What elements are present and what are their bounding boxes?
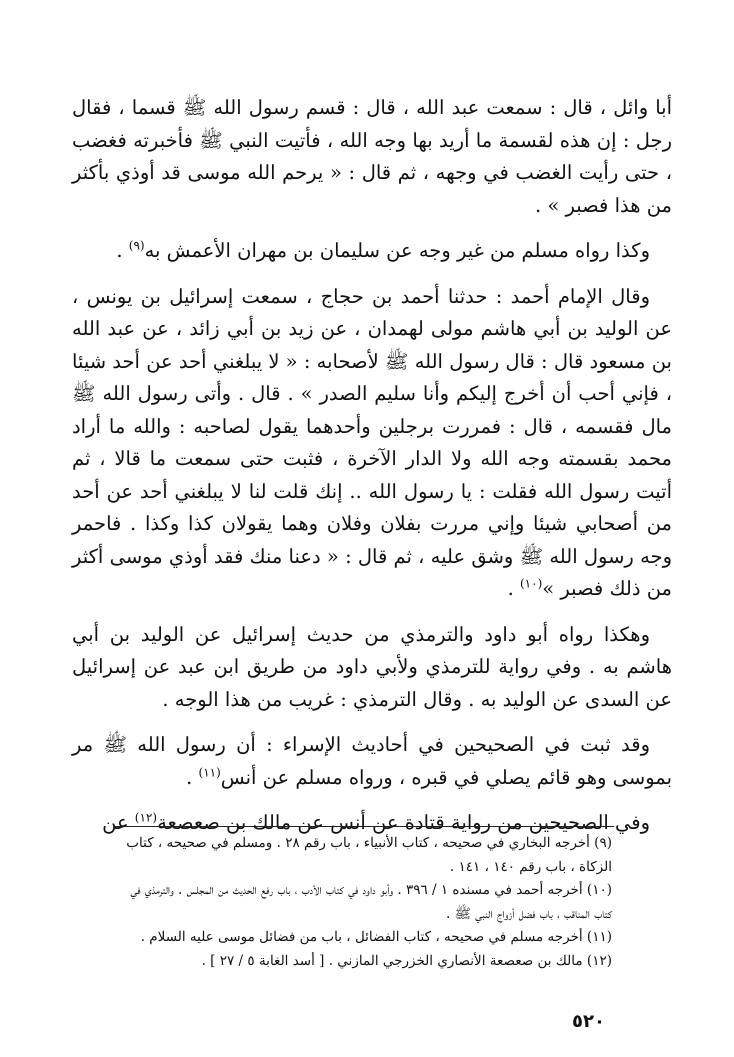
paragraph-ending: عن: [102, 811, 135, 834]
footnote-reference[interactable]: (٩): [128, 238, 145, 253]
footnote: (١٠) أخرجه أحمد في مسنده ١ / ٣٩٦ . وأبو داود في كتاب الأدب ، باب رفع الحديث من المجلس . والترمذي في كتاب المناقب ، باب فضل أزواج النبي ﷺ .: [130, 882, 612, 922]
footnote-divider: [114, 826, 614, 827]
footnote-reference[interactable]: (١١): [198, 765, 221, 779]
paragraph: [72, 281, 672, 606]
paragraph: [72, 92, 672, 222]
footnote-reference[interactable]: (١٠): [519, 576, 543, 591]
paragraph-text: وفي الصحيحين من رواية قتادة عن أنس عن مالك بن صعصعة: [157, 811, 650, 834]
footnote: (١٢) مالك بن صعصعة الأنصاري الخزرجي المازني . [ أسد الغابة ٥ / ٢٧ ] .: [201, 952, 612, 969]
paragraph: [72, 619, 672, 717]
paragraph-ending: .: [186, 765, 199, 789]
footnote: (٩) أخرجه البخاري في صحيحه ، كتاب الأنبياء ، باب رقم ٢٨ . ومسلم في صحيحه ، كتاب الزكاة ، باب رقم ١٤٠ ، ١٤١ .: [126, 835, 612, 875]
paragraph: [72, 729, 672, 794]
footnotes: [110, 832, 612, 973]
footnote-reference[interactable]: (١٢): [134, 810, 158, 825]
paragraph: [72, 235, 672, 268]
paragraph-ending: .: [116, 239, 129, 262]
footnote: (١١) أخرجه مسلم في صحيحه ، كتاب الفضائل ، باب من فضائل موسى عليه السلام .: [140, 929, 612, 945]
main-text: [72, 92, 672, 853]
paragraph-text: وكذا رواه مسلم من غير وجه عن سليمان بن مهران الأعمش به: [144, 239, 650, 262]
paragraph-text: وقال الإمام أحمد : حدثنا أحمد بن حجاج ، سمعت إسرائيل بن يونس ، عن الوليد بن أبي هاشم مولى لهمدان ، عن زيد بن أبي زائد ، عن عبد الله بن مسعود قال : قال رسول الله ﷺ لأصحابه : « لا يبلغني أحد عن أحد شيئا ، فإني أحب أن أخرج إليكم وأنا سليم الصدر » . قال . وأتى رسول الله ﷺ مال فقسمه ، قال : فمررت برجلين وأحدهما يقول لصاحبه : والله ما أراد محمد بقسمته وجه الله ولا الدار الآخرة ، فثبت حتى سمعت ما قالا ، ثم أتيت رسول الله فقلت : يا رسول الله .. إنك قلت لنا لا يبلغني أحد عن أحد من أصحابي شيئا وإني مررت بفلان وفلان وهما يقولان كذا وكذا . فاحمر وجه رسول الله ﷺ وشق عليه ، ثم قال : « دعنا منك فقد أوذي موسى أكثر من ذلك فصبر »: [72, 284, 672, 600]
paragraph-ending: .: [507, 577, 520, 600]
page-number: ٥٢٠: [572, 1011, 605, 1032]
paragraph-text: أبا وائل ، قال : سمعت عبد الله ، قال : قسم رسول الله ﷺ قسما ، فقال رجل : إن هذه لقسمة ما أريد بها وجه الله ، فأتيت النبي ﷺ فأخبرته فغضب ، حتى رأيت الغضب في وجهه ، ثم قال : « يرحم الله موسى قد أوذي بأكثر من هذا فصبر » .: [72, 96, 672, 217]
paragraph-text: وقد ثبت في الصحيحين في أحاديث الإسراء : أن رسول الله ﷺ مر بموسى وهو قائم يصلي في قبره ، ورواه مسلم عن أنس: [72, 733, 672, 789]
paragraph-text: وهكذا رواه أبو داود والترمذي من حديث إسرائيل عن الوليد بن أبي هاشم به . وفي رواية للترمذي ولأبي داود من طريق ابن عبد عن إسرائيل عن السدى عن الوليد به . وقال الترمذي : غريب من هذا الوجه .: [72, 622, 672, 711]
